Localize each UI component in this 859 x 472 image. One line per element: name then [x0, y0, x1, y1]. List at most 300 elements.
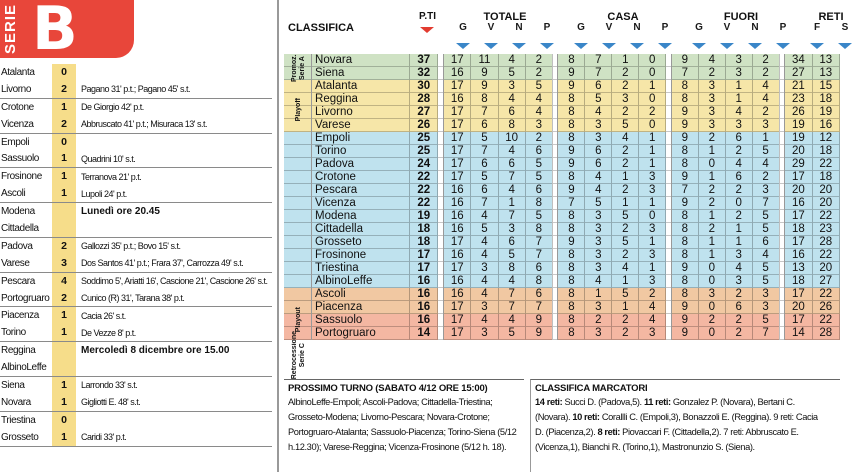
zone-cell — [284, 262, 312, 275]
match-result — [0, 377, 272, 412]
fuori-n: 6 — [725, 301, 752, 314]
casa-p: 3 — [639, 171, 666, 184]
scorer-goals-label: 11 reti: — [643, 397, 673, 407]
casa-p: 0 — [639, 93, 666, 106]
home-team-name: Piacenza — [1, 310, 39, 322]
fuori-v: 2 — [698, 184, 725, 197]
fuori-n: 3 — [725, 249, 752, 262]
fuori-v: 1 — [698, 145, 725, 158]
scorer-line — [535, 440, 836, 455]
away-team-name: Varese — [1, 257, 30, 269]
fuori-v: 3 — [698, 119, 725, 132]
away-team-row — [0, 116, 272, 133]
subheader-n: N — [633, 22, 641, 33]
away-goals: 1 — [52, 324, 76, 341]
casa-v: 6 — [585, 80, 612, 93]
team-name: Cittadella — [312, 223, 410, 236]
fuori-g: 9 — [671, 119, 698, 132]
home-goals: 2 — [52, 238, 76, 255]
casa-n: 3 — [612, 93, 639, 106]
points: 16 — [410, 301, 438, 314]
fuori-v: 1 — [698, 210, 725, 223]
totale-g: 17 — [444, 54, 471, 67]
totale-n: 8 — [498, 262, 525, 275]
reti-f: 17 — [785, 171, 812, 184]
fuori-n: 3 — [725, 67, 752, 80]
home-team-name: Frosinone — [1, 171, 42, 183]
reti-s: 22 — [812, 210, 839, 223]
totale-p: 9 — [525, 314, 552, 327]
team-name: Empoli — [312, 132, 410, 145]
subheader-g: G — [577, 22, 585, 33]
totale-n: 4 — [498, 145, 525, 158]
home-goals: 0 — [52, 412, 76, 429]
zone-cell — [284, 275, 312, 288]
totale-v: 7 — [471, 197, 498, 210]
casa-g: 7 — [558, 197, 585, 210]
match-result — [0, 134, 272, 169]
totale-v: 9 — [471, 80, 498, 93]
fuori-g: 9 — [671, 54, 698, 67]
column-arrow-icon — [748, 43, 762, 49]
totale-g: 17 — [444, 262, 471, 275]
points: 16 — [410, 288, 438, 301]
totale-v: 4 — [471, 249, 498, 262]
fuori-p: 2 — [752, 171, 779, 184]
casa-p: 1 — [639, 236, 666, 249]
subheader-p: P — [661, 22, 669, 33]
totale-g: 16 — [444, 210, 471, 223]
totale-p: 4 — [525, 106, 552, 119]
home-team-name: Siena — [1, 379, 25, 391]
totale-v: 7 — [471, 106, 498, 119]
totale-g: 17 — [444, 119, 471, 132]
results-list — [0, 64, 272, 447]
totale-v: 4 — [471, 275, 498, 288]
standings-row — [284, 158, 840, 171]
fuori-n: 0 — [725, 197, 752, 210]
totale-p: 5 — [525, 80, 552, 93]
reti-f: 34 — [785, 54, 812, 67]
home-team-name: Empoli — [1, 136, 30, 148]
column-arrow-icon — [838, 43, 852, 49]
team-name: Piacenza — [312, 301, 410, 314]
reti-s: 22 — [812, 249, 839, 262]
home-team-name: Triestina — [1, 414, 36, 426]
casa-p: 1 — [639, 197, 666, 210]
totale-g: 17 — [444, 145, 471, 158]
totale-g: 16 — [444, 93, 471, 106]
match-schedule-note: Lunedì ore 20.45 — [81, 206, 160, 218]
fuori-g: 9 — [671, 171, 698, 184]
casa-n: 2 — [612, 249, 639, 262]
totale-n: 4 — [498, 54, 525, 67]
logo-letter: B — [32, 0, 78, 64]
totale-g: 16 — [444, 67, 471, 80]
home-scorers: Larrondo 33' s.t. — [81, 380, 138, 391]
totale-v: 3 — [471, 327, 498, 340]
fuori-g: 8 — [671, 145, 698, 158]
totale-p: 6 — [525, 145, 552, 158]
zone-label-text: Retrocessione Serie C — [290, 330, 306, 380]
casa-n: 5 — [612, 288, 639, 301]
home-scorers: De Giorgio 42' p.t. — [81, 102, 144, 113]
casa-g: 8 — [558, 119, 585, 132]
zone-cell — [284, 197, 312, 210]
column-arrow-icon — [692, 43, 706, 49]
casa-g: 8 — [558, 301, 585, 314]
column-arrow-icon — [658, 43, 672, 49]
zone-cell — [284, 184, 312, 197]
casa-n: 2 — [612, 314, 639, 327]
casa-v: 3 — [585, 301, 612, 314]
fixture-line: Grosseto-Modena; Livorno-Pescara; Novara-Crotone; — [288, 412, 490, 422]
fuori-n: 2 — [725, 314, 752, 327]
fuori-p: 7 — [752, 197, 779, 210]
casa-v: 1 — [585, 288, 612, 301]
scorer-names: (Vicenza,1), Bianchi R. (Torino,1), Mastronunzio S. (Siena). — [535, 442, 755, 452]
totale-n: 6 — [498, 158, 525, 171]
reti-s: 28 — [812, 236, 839, 249]
casa-g: 9 — [558, 67, 585, 80]
reti-f: 20 — [785, 184, 812, 197]
fuori-g: 8 — [671, 210, 698, 223]
fuori-g: 8 — [671, 158, 698, 171]
fuori-g: 8 — [671, 275, 698, 288]
away-team-row — [0, 324, 272, 341]
team-name: Livorno — [312, 106, 410, 119]
reti-s: 18 — [812, 93, 839, 106]
scorer-goals-label: 8 reti: — [597, 427, 623, 437]
away-scorers: Dos Santos 41' p.t.; Frara 37', Carrozza 49' s.t. — [81, 258, 244, 269]
zone-cell — [284, 171, 312, 184]
totale-v: 5 — [471, 171, 498, 184]
casa-n: 5 — [612, 119, 639, 132]
fuori-p: 7 — [752, 327, 779, 340]
standings-row — [284, 80, 840, 93]
fuori-v: 0 — [698, 275, 725, 288]
standings-row — [284, 184, 840, 197]
fuori-v: 2 — [698, 197, 725, 210]
reti-s: 15 — [812, 80, 839, 93]
totale-v: 11 — [471, 54, 498, 67]
match-result — [0, 412, 272, 447]
away-team-name: Ascoli — [1, 188, 26, 200]
team-name: Modena — [312, 210, 410, 223]
casa-n: 4 — [612, 132, 639, 145]
away-team-name: Cittadella — [1, 222, 39, 234]
away-goals: 1 — [52, 429, 76, 446]
zone-cell — [284, 288, 312, 301]
standings-row — [284, 210, 840, 223]
reti-s: 19 — [812, 106, 839, 119]
fuori-n: 6 — [725, 171, 752, 184]
fuori-v: 3 — [698, 93, 725, 106]
totale-n: 3 — [498, 80, 525, 93]
reti-s: 22 — [812, 314, 839, 327]
fuori-p: 4 — [752, 93, 779, 106]
totale-v: 3 — [471, 301, 498, 314]
casa-n: 2 — [612, 327, 639, 340]
points: 28 — [410, 93, 438, 106]
fuori-n: 2 — [725, 145, 752, 158]
fuori-p: 3 — [752, 184, 779, 197]
reti-s: 18 — [812, 171, 839, 184]
subheader-v: V — [487, 22, 495, 33]
fuori-v: 2 — [698, 67, 725, 80]
fuori-g: 9 — [671, 197, 698, 210]
fuori-v: 2 — [698, 314, 725, 327]
away-team-row — [0, 290, 272, 307]
totale-g: 16 — [444, 288, 471, 301]
scorer-names: Succi D. (Padova,5). — [564, 397, 644, 407]
away-scorers: Abbruscato 41' p.t.; Misuraca 13' s.t. — [81, 119, 208, 130]
fuori-p: 5 — [752, 262, 779, 275]
totale-p: 8 — [525, 223, 552, 236]
team-name: Triestina — [312, 262, 410, 275]
home-team-name: Modena — [1, 206, 35, 218]
home-team-row — [0, 99, 272, 116]
standings-row — [284, 171, 840, 184]
casa-v: 3 — [585, 210, 612, 223]
fuori-p: 4 — [752, 249, 779, 262]
away-team-name: AlbinoLeffe — [1, 362, 47, 374]
home-goals: 1 — [52, 307, 76, 324]
fuori-v: 0 — [698, 327, 725, 340]
totale-v: 4 — [471, 210, 498, 223]
home-goals — [52, 203, 76, 220]
serie-b-logo — [0, 0, 134, 64]
casa-n: 4 — [612, 262, 639, 275]
scorer-line — [535, 425, 836, 440]
away-team-row — [0, 220, 272, 237]
fuori-n: 3 — [725, 54, 752, 67]
column-arrow-icon — [574, 43, 588, 49]
fuori-n: 1 — [725, 223, 752, 236]
home-goals: 4 — [52, 273, 76, 290]
fuori-n: 4 — [725, 262, 752, 275]
casa-g: 8 — [558, 288, 585, 301]
fuori-v: 1 — [698, 249, 725, 262]
away-team-row — [0, 429, 272, 446]
column-arrow-icon — [810, 43, 824, 49]
standings-row — [284, 223, 840, 236]
fuori-n: 1 — [725, 80, 752, 93]
casa-n: 5 — [612, 236, 639, 249]
subheader-v: V — [605, 22, 613, 33]
top-scorers-title: CLASSIFICA MARCATORI — [535, 383, 648, 394]
scorer-names: Gonzalez P. (Novara), Bertani C. — [672, 397, 795, 407]
away-team-row — [0, 255, 272, 272]
away-team-row — [0, 150, 272, 167]
away-scorers: Cunico (R) 31', Tarana 38' p.t. — [81, 293, 185, 304]
zone-label — [284, 54, 313, 82]
home-team-name: Crotone — [1, 101, 34, 113]
away-team-name: Novara — [1, 396, 31, 408]
fixture-line: h.12.30); Varese-Reggina; Vicenza-Frosinone (5/12 h. 18). — [288, 442, 507, 452]
away-team-row — [0, 359, 272, 376]
fuori-n: 2 — [725, 184, 752, 197]
next-round-box — [284, 379, 524, 472]
points: 30 — [410, 80, 438, 93]
totale-p: 7 — [525, 301, 552, 314]
fuori-p: 4 — [752, 158, 779, 171]
fuori-n: 2 — [725, 210, 752, 223]
team-name: Padova — [312, 158, 410, 171]
fuori-n: 2 — [725, 327, 752, 340]
casa-g: 8 — [558, 93, 585, 106]
points: 16 — [410, 275, 438, 288]
zone-cell — [284, 158, 312, 171]
casa-p: 1 — [639, 158, 666, 171]
points: 14 — [410, 327, 438, 340]
zone-label-text: Playoff — [294, 98, 302, 122]
away-scorers: Gigliotti E. 48' s.t. — [81, 397, 141, 408]
fuori-v: 0 — [698, 262, 725, 275]
scorer-line — [535, 395, 836, 410]
zone-label — [284, 306, 313, 334]
match-result — [0, 64, 272, 99]
totale-n: 5 — [498, 67, 525, 80]
home-goals: 1 — [52, 99, 76, 116]
subheader-v: V — [723, 22, 731, 33]
standings-row — [284, 288, 840, 301]
fuori-g: 8 — [671, 80, 698, 93]
casa-p: 0 — [639, 210, 666, 223]
totale-v: 6 — [471, 158, 498, 171]
column-arrow-icon — [776, 43, 790, 49]
column-arrow-icon — [512, 43, 526, 49]
top-scorers-box — [530, 379, 840, 472]
match-result — [0, 307, 272, 342]
casa-v: 5 — [585, 197, 612, 210]
reti-f: 14 — [785, 327, 812, 340]
reti-s: 27 — [812, 275, 839, 288]
fuori-p: 4 — [752, 80, 779, 93]
casa-n: 5 — [612, 210, 639, 223]
team-name: Atalanta — [312, 80, 410, 93]
column-arrow-icon — [630, 43, 644, 49]
reti-s: 22 — [812, 288, 839, 301]
totale-v: 3 — [471, 262, 498, 275]
match-schedule-note: Mercoledì 8 dicembre ore 15.00 — [81, 345, 230, 357]
away-goals — [52, 359, 76, 376]
casa-g: 8 — [558, 327, 585, 340]
home-team-name: Atalanta — [1, 66, 35, 78]
reti-f: 17 — [785, 288, 812, 301]
totale-g: 17 — [444, 171, 471, 184]
fixture-line: Portogruaro-Atalanta; Sassuolo-Piacenza; Torino-Siena (5/12 — [288, 427, 517, 437]
header-totale: TOTALE — [483, 11, 527, 23]
casa-p: 4 — [639, 314, 666, 327]
totale-n: 7 — [498, 301, 525, 314]
casa-g: 9 — [558, 158, 585, 171]
totale-n: 7 — [498, 171, 525, 184]
casa-p: 2 — [639, 106, 666, 119]
reti-s: 18 — [812, 145, 839, 158]
totale-p: 3 — [525, 119, 552, 132]
reti-s: 20 — [812, 197, 839, 210]
totale-n: 5 — [498, 249, 525, 262]
points: 32 — [410, 67, 438, 80]
totale-g: 16 — [444, 197, 471, 210]
header-reti: RETI — [818, 11, 844, 23]
away-team-name: Livorno — [1, 83, 31, 95]
totale-v: 9 — [471, 67, 498, 80]
reti-s: 23 — [812, 223, 839, 236]
reti-f: 17 — [785, 236, 812, 249]
casa-n: 2 — [612, 158, 639, 171]
points: 16 — [410, 314, 438, 327]
casa-g: 8 — [558, 132, 585, 145]
casa-g: 8 — [558, 223, 585, 236]
casa-v: 3 — [585, 132, 612, 145]
totale-p: 7 — [525, 249, 552, 262]
totale-g: 16 — [444, 249, 471, 262]
home-team-row — [0, 168, 272, 185]
totale-n: 8 — [498, 119, 525, 132]
standings-row — [284, 145, 840, 158]
casa-v: 3 — [585, 119, 612, 132]
reti-f: 18 — [785, 275, 812, 288]
away-scorers: Quadrini 10' s.t. — [81, 153, 136, 164]
home-goals: 1 — [52, 168, 76, 185]
fuori-g: 8 — [671, 223, 698, 236]
totale-n: 3 — [498, 223, 525, 236]
column-arrow-icon — [456, 43, 470, 49]
away-team-name: Grosseto — [1, 431, 39, 443]
reti-s: 20 — [812, 184, 839, 197]
away-goals: 2 — [52, 116, 76, 133]
away-goals: 2 — [52, 81, 76, 98]
points: 37 — [410, 54, 438, 67]
reti-s: 22 — [812, 158, 839, 171]
casa-n: 1 — [612, 54, 639, 67]
fuori-g: 8 — [671, 249, 698, 262]
totale-p: 5 — [525, 210, 552, 223]
away-team-name: Sassuolo — [1, 153, 39, 165]
casa-v: 3 — [585, 236, 612, 249]
reti-s: 13 — [812, 54, 839, 67]
totale-n: 6 — [498, 236, 525, 249]
away-team-name: Portogruaro — [1, 292, 50, 304]
reti-f: 20 — [785, 301, 812, 314]
casa-g: 9 — [558, 184, 585, 197]
zone-label-text: Playout — [294, 307, 302, 333]
totale-v: 6 — [471, 119, 498, 132]
casa-v: 3 — [585, 223, 612, 236]
team-name: Siena — [312, 67, 410, 80]
casa-p: 3 — [639, 275, 666, 288]
points: 22 — [410, 197, 438, 210]
totale-n: 4 — [498, 314, 525, 327]
fuori-n: 4 — [725, 158, 752, 171]
casa-p: 2 — [639, 288, 666, 301]
casa-p: 1 — [639, 80, 666, 93]
fuori-p: 5 — [752, 210, 779, 223]
points: 17 — [410, 249, 438, 262]
casa-p: 1 — [639, 132, 666, 145]
fuori-p: 2 — [752, 106, 779, 119]
casa-n: 1 — [612, 275, 639, 288]
totale-g: 17 — [444, 301, 471, 314]
points: 25 — [410, 132, 438, 145]
home-team-name: Reggina — [1, 345, 36, 357]
fuori-n: 3 — [725, 119, 752, 132]
away-scorers: Lupoli 24' p.t. — [81, 188, 127, 199]
subheader-n: N — [515, 22, 523, 33]
totale-g: 16 — [444, 184, 471, 197]
